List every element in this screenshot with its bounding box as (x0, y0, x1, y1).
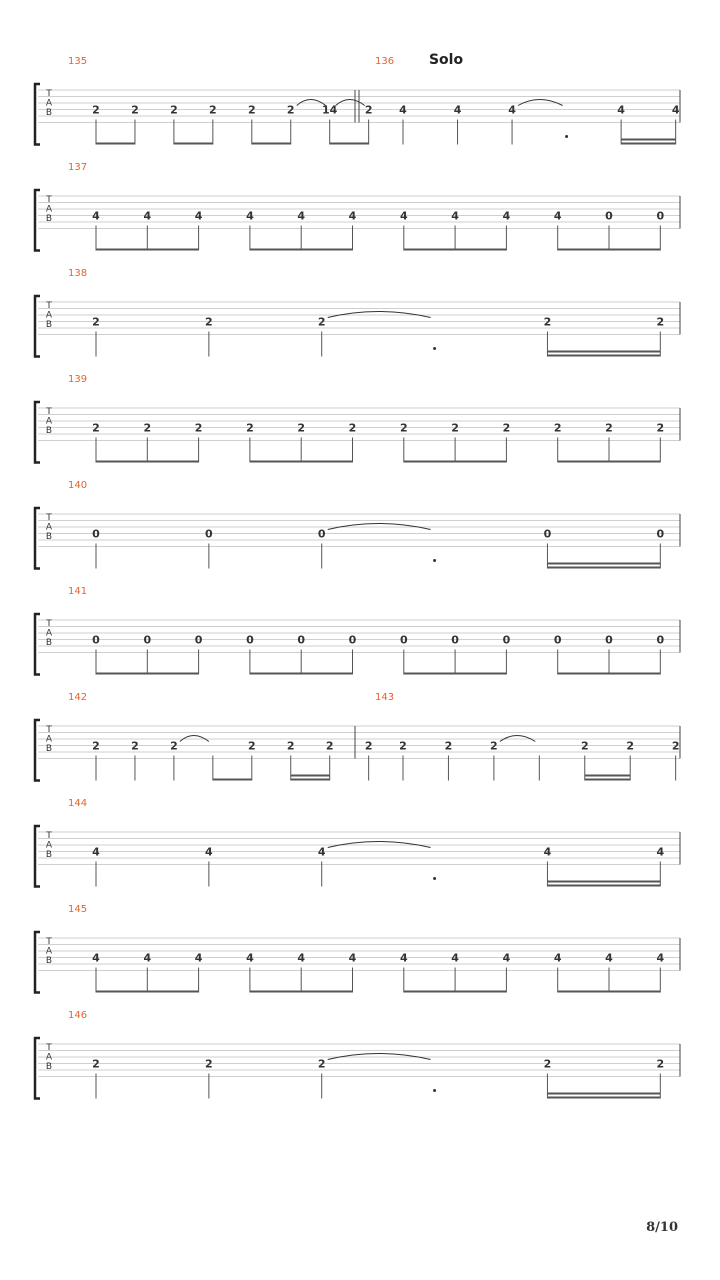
fret-number: 0 (502, 633, 511, 647)
measure-number: 142 (68, 692, 88, 703)
fret-number: 2 (143, 421, 152, 435)
beam (174, 143, 213, 145)
tab-clef-letter: B (45, 214, 53, 224)
fret-number: 4 (656, 951, 665, 965)
fret-number: 0 (246, 633, 254, 647)
fret-number: 0 (399, 633, 408, 647)
tab-clef-letter: T (46, 195, 52, 205)
fret-number: 2 (543, 315, 552, 329)
fret-number: 2 (543, 1057, 552, 1071)
measure-number: 138 (68, 268, 88, 279)
measure-number: 146 (68, 1010, 88, 1021)
tab-clef-letter: B (45, 850, 53, 860)
measure-number: 140 (68, 480, 88, 491)
beam (96, 249, 199, 251)
fret-number: 2 (297, 421, 306, 435)
rhythm-dot (433, 1089, 436, 1092)
fret-number: 2 (580, 739, 589, 753)
tab-clef-letter: B (45, 532, 53, 542)
beam (250, 461, 353, 463)
tab-clef-letter: B (45, 426, 53, 436)
rhythm-dot (433, 559, 436, 562)
beam (96, 461, 199, 463)
tab-clef-letter: A (45, 98, 53, 109)
system-bracket (35, 720, 40, 781)
tab-clef-letter: T (46, 937, 52, 947)
page-number: 8/10 (646, 1220, 678, 1235)
fret-number: 4 (605, 951, 613, 965)
fret-number: 4 (553, 209, 562, 223)
fret-number: 4 (143, 209, 152, 223)
fret-number: 2 (131, 739, 139, 753)
fret-number: 2 (399, 421, 408, 435)
fret-number: 4 (399, 103, 407, 117)
fret-number: 4 (399, 209, 408, 223)
fret-number: 2 (553, 421, 562, 435)
fret-number: 0 (205, 527, 213, 541)
tab-clef-letter: T (46, 1043, 52, 1053)
tab-clef-letter: A (45, 204, 53, 215)
fret-number: 4 (194, 951, 203, 965)
beam (96, 143, 135, 145)
fret-number: 2 (170, 103, 178, 117)
tab-clef-letter: A (45, 840, 53, 851)
system-bracket (35, 508, 40, 569)
fret-number: 2 (656, 315, 665, 329)
rhythm-dot (433, 347, 436, 350)
tab-clef-letter: T (46, 301, 52, 311)
beam (558, 673, 661, 675)
beam-secondary (547, 881, 660, 883)
beam-secondary (547, 351, 660, 353)
beam-secondary (547, 563, 660, 565)
fret-number: 0 (656, 633, 665, 647)
beam (404, 461, 507, 463)
fret-number: 2 (246, 421, 254, 435)
fret-number: 0 (348, 633, 357, 647)
system-bracket (35, 190, 40, 251)
system-bracket (35, 614, 40, 675)
fret-number: 2 (209, 103, 217, 117)
beam-secondary (621, 139, 676, 141)
tab-clef-letter: A (45, 734, 53, 745)
fret-number: 2 (286, 739, 295, 753)
beam (404, 673, 507, 675)
fret-number: 4 (92, 845, 100, 859)
beam-secondary (585, 775, 630, 777)
tab-clef-letter: T (46, 725, 52, 735)
fret-number: 4 (297, 209, 306, 223)
fret-number: 4 (453, 103, 462, 117)
fret-number: 4 (317, 845, 326, 859)
fret-number: 0 (194, 633, 203, 647)
beam (558, 249, 661, 251)
fret-number: 4 (502, 951, 511, 965)
fret-number: 2 (170, 739, 178, 753)
fret-number: 4 (617, 103, 625, 117)
fret-number: 0 (543, 527, 552, 541)
fret-number: 2 (502, 421, 511, 435)
fret-number: 2 (348, 421, 357, 435)
fret-number: 2 (92, 1057, 100, 1071)
fret-number: 0 (143, 633, 152, 647)
tab-clef-letter: T (46, 513, 52, 523)
fret-number: 2 (671, 739, 680, 753)
system-bracket (35, 1038, 40, 1099)
fret-number: 2 (325, 739, 334, 753)
tab-clef-letter: B (45, 1062, 53, 1072)
beam (404, 991, 507, 993)
beam (547, 1097, 660, 1099)
fret-number: 4 (348, 951, 357, 965)
fret-number: 2 (205, 1057, 213, 1071)
fret-number: 2 (205, 315, 213, 329)
fret-number: 2 (605, 421, 613, 435)
beam (547, 355, 660, 357)
fret-number: 2 (656, 1057, 665, 1071)
fret-number: 4 (656, 845, 665, 859)
measure-number: 135 (68, 56, 88, 67)
fret-number: 2 (247, 103, 256, 117)
beam (330, 143, 369, 145)
system-bracket (35, 826, 40, 887)
fret-number: 0 (92, 527, 100, 541)
fret-number: 4 (451, 209, 459, 223)
fret-number: 0 (656, 527, 665, 541)
fret-number: 4 (502, 209, 511, 223)
tab-clef-letter: T (46, 89, 52, 99)
tab-clef-letter: B (45, 638, 53, 648)
tab-clef-letter: A (45, 1052, 53, 1063)
rhythm-dot (433, 877, 436, 880)
beam (621, 143, 676, 145)
system-bracket (35, 402, 40, 463)
fret-number: 0 (553, 633, 562, 647)
fret-number: 2 (364, 739, 373, 753)
fret-number: 4 (671, 103, 680, 117)
tab-clef-letter: T (46, 619, 52, 629)
beam (558, 991, 661, 993)
tab-clef-letter: T (46, 407, 52, 417)
fret-number: 2 (194, 421, 203, 435)
fret-number: 2 (92, 103, 100, 117)
fret-number: 4 (553, 951, 562, 965)
beam (252, 143, 291, 145)
tab-clef-letter: A (45, 628, 53, 639)
fret-number: 4 (451, 951, 459, 965)
fret-number: 2 (92, 739, 100, 753)
beam (213, 779, 252, 781)
fret-number: 0 (656, 209, 665, 223)
measure-number: 145 (68, 904, 88, 915)
fret-number: 2 (451, 421, 459, 435)
tab-clef-letter: T (46, 831, 52, 841)
tab-clef-letter: A (45, 522, 53, 533)
system-bracket (35, 296, 40, 357)
tab-clef-letter: B (45, 956, 53, 966)
tab-clef-letter: B (45, 744, 53, 754)
fret-number: 2 (92, 315, 100, 329)
fret-number: 2 (444, 739, 453, 753)
fret-number: 2 (286, 103, 295, 117)
beam (585, 779, 630, 781)
fret-number: 0 (451, 633, 459, 647)
fret-number: 2 (490, 739, 498, 753)
measure-number: 143 (375, 692, 395, 703)
fret-number: 4 (508, 103, 516, 117)
beam-secondary (291, 775, 330, 777)
beam (96, 673, 199, 675)
tab-clef-letter: A (45, 416, 53, 427)
beam (547, 885, 660, 887)
fret-number: 0 (605, 633, 613, 647)
measure-number: 139 (68, 374, 88, 385)
fret-number: 4 (194, 209, 203, 223)
fret-number: 4 (543, 845, 552, 859)
fret-number: 2 (656, 421, 665, 435)
fret-number: 2 (399, 739, 407, 753)
fret-number: 4 (246, 209, 254, 223)
fret-number: 4 (297, 951, 306, 965)
fret-number: 2 (364, 103, 373, 117)
fret-number: 0 (297, 633, 306, 647)
tab-clef-letter: A (45, 310, 53, 321)
fret-number: 4 (399, 951, 408, 965)
fret-number: 4 (205, 845, 213, 859)
beam (250, 673, 353, 675)
fret-number: 0 (317, 527, 326, 541)
fret-number: 2 (131, 103, 139, 117)
fret-number: 4 (348, 209, 357, 223)
beam (250, 991, 353, 993)
beam (250, 249, 353, 251)
fret-number: 2 (92, 421, 100, 435)
fret-number: 2 (317, 315, 326, 329)
beam (547, 567, 660, 569)
beam (291, 779, 330, 781)
tab-clef-letter: B (45, 108, 53, 118)
measure-number: 136 (375, 56, 395, 67)
beam (404, 249, 507, 251)
fret-number: 2 (317, 1057, 326, 1071)
fret-number: 2 (626, 739, 635, 753)
measure-number: 144 (68, 798, 88, 809)
fret-number: 4 (92, 209, 100, 223)
fret-number: 4 (143, 951, 152, 965)
tab-clef-letter: B (45, 320, 53, 330)
beam (558, 461, 661, 463)
system-bracket (35, 932, 40, 993)
beam-secondary (547, 1093, 660, 1095)
fret-number: 4 (92, 951, 100, 965)
measure-number: 141 (68, 586, 88, 597)
fret-number: 2 (247, 739, 256, 753)
beam (96, 991, 199, 993)
section-title: Solo (428, 52, 464, 68)
fret-number: 0 (92, 633, 100, 647)
fret-number: 0 (605, 209, 613, 223)
fret-number: 4 (246, 951, 254, 965)
tab-clef-letter: A (45, 946, 53, 957)
system-bracket (35, 84, 40, 145)
measure-number: 137 (68, 162, 88, 173)
rhythm-dot (565, 135, 568, 138)
fret-number: 14 (322, 103, 338, 117)
